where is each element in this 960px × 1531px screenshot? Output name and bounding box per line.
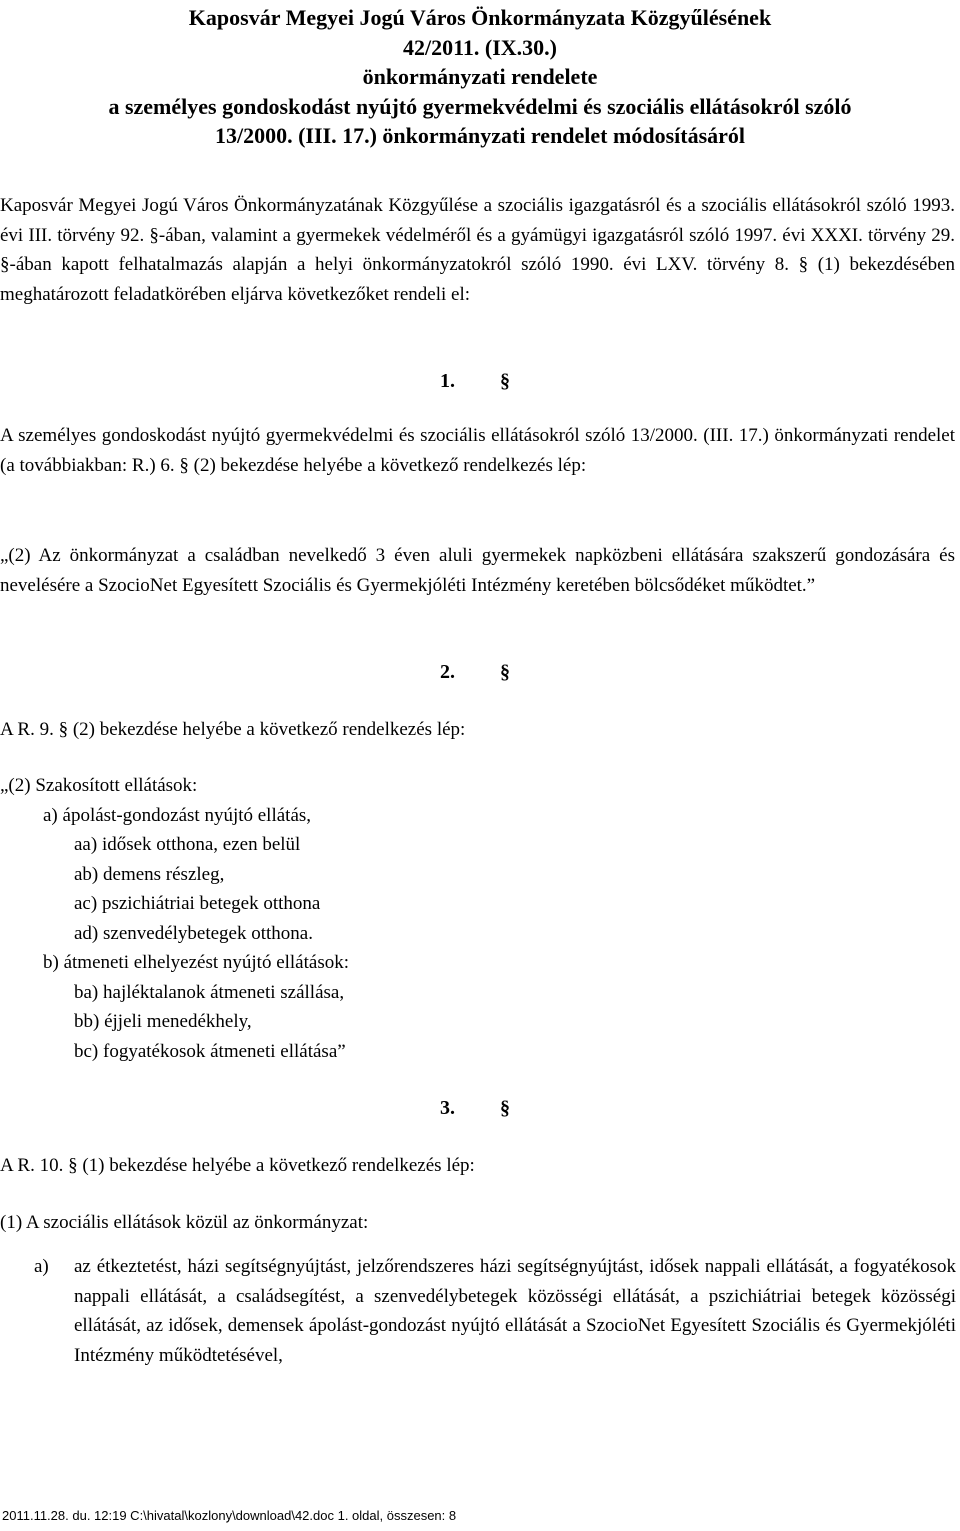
section-symbol: §	[500, 1097, 510, 1119]
section-symbol: §	[500, 370, 510, 392]
section-1-heading	[440, 367, 510, 396]
list-line: bb) éjjeli menedékhely,	[74, 1011, 252, 1032]
section-symbol: §	[500, 661, 510, 683]
page-footer: 2011.11.28. du. 12:19 C:\hivatal\kozlony\download\42.doc 1. oldal, összesen: 8	[2, 1508, 457, 1523]
title-line-2: 42/2011. (IX.30.)	[403, 34, 557, 60]
section-2-intro: A R. 9. § (2) bekezdése helyébe a következő rendelkezés lép:	[0, 719, 466, 740]
item-label: a)	[34, 1256, 49, 1277]
section-2-heading	[440, 658, 510, 687]
title-line-4: a személyes gondoskodást nyújtó gyermekvédelmi és szociális ellátásokról szóló	[108, 93, 852, 119]
section-3-intro: A R. 10. § (1) bekezdése helyébe a következő rendelkezés lép:	[0, 1155, 475, 1176]
document-title	[0, 3, 960, 151]
preamble-paragraph: Kaposvár Megyei Jogú Város Önkormányzatának Közgyűlése a szociális igazgatásról és a szociális ellátásokról szóló 1993. évi III. törvény 92. §-ában, valamint a gyermekek védelméről és a gyámügyi igazgatásról szóló 1997. évi XXXI. törvény 29. §-ában kapott felhatalmazás alapján a helyi önkormányzatokról szóló 1990. évi LXV. törvény 8. § (1) bekezdésében meghatározott feladatkörében eljárva következőket rendeli el:	[0, 195, 955, 305]
section-1-quote: „(2) Az önkormányzat a családban nevelkedő 3 éven aluli gyermekek napközbeni ellátására szakszerű gondozására és nevelésére a SzocioNet Egyesített Szociális és Gyermekjóléti Intézmény keretében bölcsődéket működtet.”	[0, 545, 955, 596]
list-line: a) ápolást-gondozást nyújtó ellátás,	[43, 805, 312, 826]
list-line: „(2) Szakosított ellátások:	[0, 775, 198, 796]
list-line: ba) hajléktalanok átmeneti szállása,	[74, 982, 345, 1003]
title-line-5: 13/2000. (III. 17.) önkormányzati rendelet módosításáról	[214, 123, 746, 148]
section-3-item-a	[34, 1252, 956, 1370]
title-line-1: Kaposvár Megyei Jogú Város Önkormányzata Közgyűlésének	[188, 5, 772, 30]
section-3-paragraph: (1) A szociális ellátások közül az önkormányzat:	[0, 1212, 369, 1233]
list-line: b) átmeneti elhelyezést nyújtó ellátások:	[43, 952, 350, 973]
list-line: aa) idősek otthona, ezen belül	[74, 834, 301, 855]
section-3-number: 3.	[440, 1097, 455, 1119]
item-text: az étkeztetést, házi segítségnyújtást, jelzőrendszeres házi segítségnyújtást, idősek nappali ellátását, a fogyatékosok nappali ellátását, a családsegítést, a szenvedélybetegek közösségi ellátását, a pszichiátriai betegek közösségi ellátását, az idősek, demensek ápolást-gondozást nyújtó ellátását a SzocioNet Egyesített Szociális és Gyermekjóléti Intézmény működtetésével,	[74, 1256, 956, 1366]
list-line: ac) pszichiátriai betegek otthona	[74, 893, 321, 914]
list-line: ab) demens részleg,	[74, 864, 225, 885]
list-line: bc) fogyatékosok átmeneti ellátása”	[74, 1041, 346, 1062]
section-3-heading	[440, 1094, 510, 1123]
section-1-intro: A személyes gondoskodást nyújtó gyermekvédelmi és szociális ellátásokról szóló 13/2000. (III. 17.) önkormányzati rendelet (a továbbiakban: R.) 6. § (2) bekezdése helyébe a következő rendelkezés lép:	[0, 425, 955, 476]
title-line-3: önkormányzati rendelete	[362, 64, 598, 89]
section-1-number: 1.	[440, 370, 455, 392]
section-2-number: 2.	[440, 661, 455, 683]
list-line: ad) szenvedélybetegek otthona.	[74, 923, 313, 944]
